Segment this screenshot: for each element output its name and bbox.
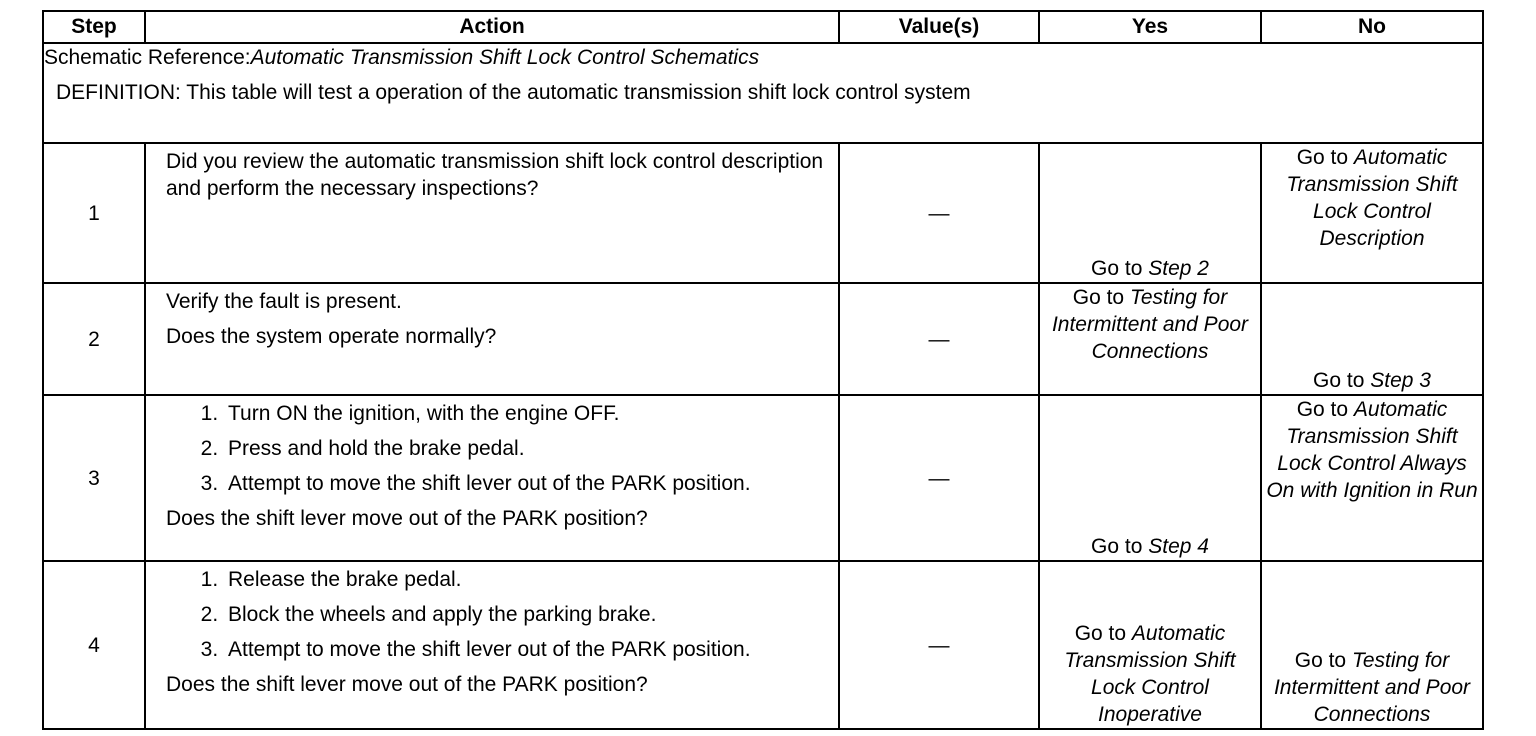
no-prefix: Go to [1296, 146, 1354, 169]
header-no: No [1261, 11, 1483, 43]
action-cell [145, 143, 839, 283]
yes-link[interactable]: Automatic Transmission Shift Lock Control Inoperative [1064, 622, 1236, 726]
no-link[interactable]: Testing for Intermittent and Poor Connections [1273, 649, 1471, 726]
table-row [43, 395, 1483, 561]
yes-cell [1039, 143, 1261, 283]
yes-link[interactable]: Testing for Intermittent and Poor Connections [1051, 286, 1249, 363]
action-cell [145, 395, 839, 561]
definition-text: DEFINITION: This table will test a operation of the automatic transmission shift lock control system [56, 81, 971, 104]
reference-row [43, 43, 1483, 143]
yes-link[interactable]: Step 2 [1148, 257, 1209, 280]
schematic-reference-label: Schematic Reference: [44, 46, 251, 69]
no-cell [1261, 561, 1483, 729]
value-cell: — [839, 283, 1039, 395]
step-number: 2 [43, 283, 145, 395]
value-cell: — [839, 561, 1039, 729]
action-question: Does the system operate normally? [166, 325, 497, 348]
yes-prefix: Go to [1074, 622, 1132, 645]
no-link[interactable]: Step 3 [1370, 369, 1431, 392]
procedure-list [166, 400, 830, 497]
procedure-step: 3. Attempt to move the shift lever out of the PARK position. [224, 636, 830, 663]
no-cell [1261, 143, 1483, 283]
value-cell: — [839, 395, 1039, 561]
procedure-step: 3. Attempt to move the shift lever out of the PARK position. [224, 470, 830, 497]
no-cell [1261, 395, 1483, 561]
procedure-step: 2. Block the wheels and apply the parking brake. [224, 601, 830, 628]
no-prefix: Go to [1294, 649, 1352, 672]
no-link[interactable]: Automatic Transmission Shift Lock Control Always On with Ignition in Run [1266, 398, 1478, 502]
yes-cell [1039, 561, 1261, 729]
yes-link[interactable]: Step 4 [1148, 535, 1209, 558]
procedure-step: 2. Press and hold the brake pedal. [224, 435, 830, 462]
header-step: Step [43, 11, 145, 43]
reference-cell [43, 43, 1483, 143]
action-text: Did you review the automatic transmission shift lock control description and perform the necessary inspections? [166, 150, 824, 200]
header-row [43, 11, 1483, 43]
action-text: Verify the fault is present. [166, 290, 402, 313]
table-row [43, 283, 1483, 395]
action-cell [145, 283, 839, 395]
yes-prefix: Go to [1091, 257, 1149, 280]
yes-prefix: Go to [1091, 535, 1149, 558]
step-number: 4 [43, 561, 145, 729]
action-question: Does the shift lever move out of the PARK position? [166, 673, 648, 696]
header-values: Value(s) [839, 11, 1039, 43]
diagnostic-table [42, 10, 1484, 730]
no-prefix: Go to [1313, 369, 1371, 392]
schematic-reference [44, 44, 1482, 71]
value-cell: — [839, 143, 1039, 283]
header-action: Action [145, 11, 839, 43]
yes-cell [1039, 395, 1261, 561]
action-cell [145, 561, 839, 729]
action-question: Does the shift lever move out of the PARK position? [166, 507, 648, 530]
schematic-reference-link[interactable]: Automatic Transmission Shift Lock Control Schematics [250, 46, 760, 69]
no-link[interactable]: Automatic Transmission Shift Lock Control Description [1286, 146, 1458, 250]
yes-cell [1039, 283, 1261, 395]
procedure-list [166, 566, 830, 663]
step-number: 1 [43, 143, 145, 283]
table-row [43, 143, 1483, 283]
step-number: 3 [43, 395, 145, 561]
procedure-step: 1. Release the brake pedal. [224, 566, 830, 593]
no-prefix: Go to [1296, 398, 1354, 421]
procedure-step: 1. Turn ON the ignition, with the engine OFF. [224, 400, 830, 427]
yes-prefix: Go to [1072, 286, 1130, 309]
header-yes: Yes [1039, 11, 1261, 43]
no-cell [1261, 283, 1483, 395]
table-row [43, 561, 1483, 729]
